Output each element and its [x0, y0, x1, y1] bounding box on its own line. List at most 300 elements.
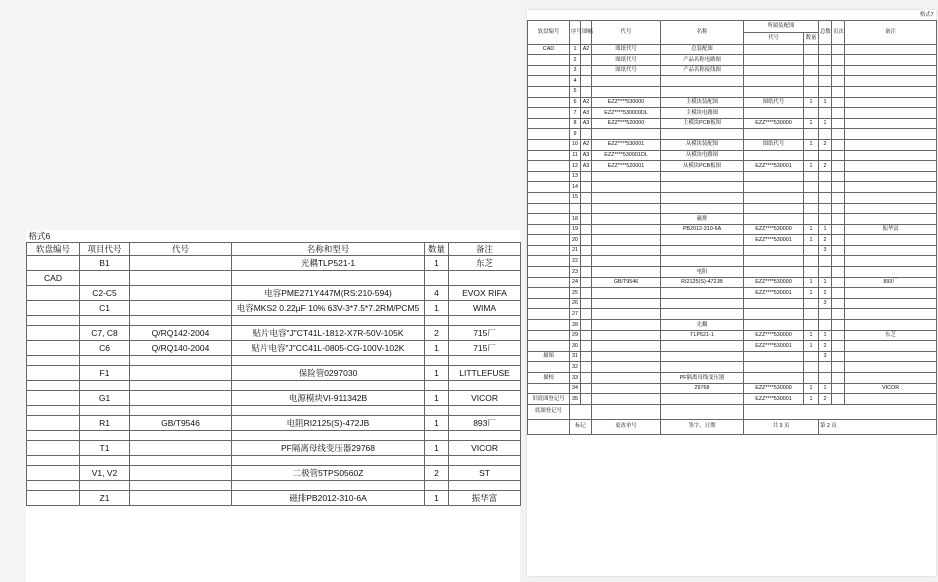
- drawing-cell-seq: 28: [570, 320, 581, 331]
- drawing-cell-acode: [744, 108, 804, 119]
- parts-cell-item: C2-C5: [80, 286, 130, 301]
- drawing-cell-page: [832, 256, 845, 267]
- parts-header-cell: 数量: [425, 243, 449, 256]
- drawing-cell-total: 1: [819, 383, 832, 394]
- parts-cell-qty: [425, 431, 449, 441]
- drawing-cell-seq: 9: [570, 129, 581, 140]
- drawing-cell-page: [832, 182, 845, 193]
- parts-row: [27, 441, 521, 456]
- drawing-cell-note: [845, 394, 937, 405]
- drawing-cell-name: [661, 394, 744, 405]
- drawing-row: [528, 108, 937, 119]
- parts-cell-note: [449, 406, 521, 416]
- drawing-cell-aqty: [804, 171, 819, 182]
- drawing-cell-seq: 4: [570, 76, 581, 87]
- drawing-cell-left: [528, 139, 570, 150]
- right-sheet: [527, 10, 936, 576]
- parts-cell-code: [130, 406, 232, 416]
- drawing-cell-size: [581, 256, 592, 267]
- drawing-cell-name: TLP521-1: [661, 330, 744, 341]
- parts-row: [27, 301, 521, 316]
- drawing-cell-aqty: [804, 150, 819, 161]
- drawing-cell-size: [581, 203, 592, 214]
- drawing-cell-aqty: [804, 267, 819, 278]
- drawing-cell-left: [528, 171, 570, 182]
- parts-cell-name: 贴片电容"J"CC41L-0805-CG-100V-102K: [232, 341, 425, 356]
- drawing-row: [528, 118, 937, 129]
- format-label: 格式6: [28, 231, 51, 241]
- drawing-cell-note: [845, 55, 937, 66]
- drawing-cell-total: 1: [819, 224, 832, 235]
- drawing-cell-seq: 20: [570, 235, 581, 246]
- drawing-cell-page: [832, 97, 845, 108]
- drawing-cell-page: [832, 383, 845, 394]
- parts-row: [27, 491, 521, 506]
- drawing-cell-aqty: [804, 245, 819, 256]
- drawing-cell-aqty: [804, 65, 819, 76]
- drawing-cell-size: A2: [581, 44, 592, 55]
- drawing-cell-aqty: [804, 320, 819, 331]
- drawing-cell-aqty: 1: [804, 224, 819, 235]
- drawing-cell-acode: [744, 86, 804, 97]
- drawing-cell-name: 主模块PCB板图: [661, 118, 744, 129]
- drawing-cell-page: [832, 245, 845, 256]
- drawing-cell-size: [581, 65, 592, 76]
- drawing-cell-size: [581, 182, 592, 193]
- drawing-cell-size: A3: [581, 150, 592, 161]
- drawing-cell-aqty: 1: [804, 118, 819, 129]
- drawing-cell-total: [819, 65, 832, 76]
- drawing-cell-aqty: 1: [804, 235, 819, 246]
- drawing-cell-name: [661, 256, 744, 267]
- drawing-cell-left: [528, 129, 570, 140]
- drawing-cell-note: [845, 351, 937, 362]
- drawing-cell-seq: 30: [570, 341, 581, 352]
- parts-row: [27, 431, 521, 441]
- parts-cell-note: [449, 356, 521, 366]
- drawing-cell-aqty: [804, 129, 819, 140]
- drawing-row: [528, 341, 937, 352]
- drawing-cell-name: [661, 76, 744, 87]
- drawing-cell-note: [845, 150, 937, 161]
- drawing-cell-size: [581, 214, 592, 225]
- parts-cell-note: VICOR: [449, 441, 521, 456]
- drawing-cell-code: [592, 86, 661, 97]
- parts-cell-disk: [27, 406, 80, 416]
- drawing-cell-name: [661, 203, 744, 214]
- parts-cell-name: [232, 271, 425, 286]
- drawing-cell-left: [528, 182, 570, 193]
- drawing-cell-seq: 11: [570, 150, 581, 161]
- drawing-row: [528, 182, 937, 193]
- drawing-cell-code: EZZ****530000DL: [592, 108, 661, 119]
- parts-cell-item: G1: [80, 391, 130, 406]
- drawing-row: [528, 171, 937, 182]
- drawing-cell-note: [845, 129, 937, 140]
- parts-cell-disk: [27, 491, 80, 506]
- drawing-cell-name: PF隔离母线变压器: [661, 373, 744, 384]
- drawing-row: [528, 309, 937, 320]
- drawing-cell-acode: [744, 309, 804, 320]
- drawing-cell-seq: 33: [570, 373, 581, 384]
- drawing-cell-acode: [744, 203, 804, 214]
- drawing-cell-seq: 7: [570, 108, 581, 119]
- drawing-cell-acode: 图纸代号: [744, 139, 804, 150]
- drawing-cell-acode: [744, 298, 804, 309]
- drawing-cell-aqty: 1: [804, 394, 819, 405]
- drawing-cell-code: [592, 203, 661, 214]
- drawing-cell-code: [592, 245, 661, 256]
- drawing-cell-left: [528, 330, 570, 341]
- drawing-cell-note: 893厂: [845, 277, 937, 288]
- drawing-cell-note: [845, 214, 937, 225]
- drawing-cell-total: [819, 373, 832, 384]
- parts-cell-item: Z1: [80, 491, 130, 506]
- parts-cell-note: 东芝: [449, 256, 521, 271]
- drawing-cell-total: 1: [819, 330, 832, 341]
- parts-cell-qty: 1: [425, 441, 449, 456]
- parts-cell-note: [449, 456, 521, 466]
- drawing-cell-left: [528, 298, 570, 309]
- drawing-cell-code: [592, 309, 661, 320]
- footer-mark: 标记: [570, 419, 592, 434]
- drawing-cell-name: 总装配图: [661, 44, 744, 55]
- parts-cell-item: C1: [80, 301, 130, 316]
- parts-cell-disk: [27, 456, 80, 466]
- drawing-row: [528, 267, 937, 278]
- parts-cell-disk: CAD: [27, 271, 80, 286]
- drawing-cell-code: [592, 129, 661, 140]
- drawing-cell-name: 从模块电路图: [661, 150, 744, 161]
- parts-cell-qty: 2: [425, 466, 449, 481]
- drawing-cell-page: [832, 171, 845, 182]
- drawing-cell-name: RI2125(S)-472JB: [661, 277, 744, 288]
- drawing-cell-size: [581, 171, 592, 182]
- parts-cell-disk: [27, 441, 80, 456]
- drawing-cell-seq: 10: [570, 139, 581, 150]
- drawing-cell-note: [845, 97, 937, 108]
- drawing-cell-acode: EZZ****530000: [744, 118, 804, 129]
- drawing-cell-note: [845, 86, 937, 97]
- drawing-cell-left: [528, 341, 570, 352]
- parts-header-cell: 项目代号: [80, 243, 130, 256]
- drawing-cell-acode: [744, 267, 804, 278]
- drawing-cell-aqty: [804, 55, 819, 66]
- parts-cell-item: B1: [80, 256, 130, 271]
- parts-cell-code: Q/RQ142-2004: [130, 326, 232, 341]
- parts-header-cell: 软盘编号: [27, 243, 80, 256]
- drawing-cell-seq: 13: [570, 171, 581, 182]
- drawing-row: [528, 288, 937, 299]
- drawing-cell-acode: [744, 256, 804, 267]
- drawing-cell-seq: 15: [570, 192, 581, 203]
- parts-cell-qty: 2: [425, 326, 449, 341]
- parts-cell-name: 电阻RI2125(S)-472JB: [232, 416, 425, 431]
- drawing-cell-total: [819, 44, 832, 55]
- drawing-cell-page: [832, 161, 845, 172]
- drawing-cell-seq: 27: [570, 309, 581, 320]
- drawing-cell-acode: EZZ****530000: [744, 330, 804, 341]
- parts-row: [27, 316, 521, 326]
- drawing-cell-size: A2: [581, 139, 592, 150]
- parts-cell-code: GB/T9546: [130, 416, 232, 431]
- drawing-cell-note: [845, 256, 937, 267]
- drawing-cell-aqty: 1: [804, 277, 819, 288]
- drawing-cell-aqty: 1: [804, 330, 819, 341]
- drawing-cell-acode: [744, 320, 804, 331]
- drawing-cell-name: [661, 245, 744, 256]
- drawing-cell-note: [845, 139, 937, 150]
- footer-change-no: 更改单号: [592, 419, 661, 434]
- parts-cell-note: EVOX RIFA: [449, 286, 521, 301]
- drawing-cell-total: [819, 192, 832, 203]
- drawing-cell-seq: 14: [570, 182, 581, 193]
- parts-cell-item: [80, 271, 130, 286]
- drawing-cell-code: [592, 214, 661, 225]
- parts-cell-disk: [27, 326, 80, 341]
- parts-row: [27, 271, 521, 286]
- drawing-cell-total: [819, 182, 832, 193]
- parts-row: [27, 466, 521, 481]
- col-assembly: 所属装配图: [744, 20, 819, 32]
- drawing-cell-aqty: [804, 203, 819, 214]
- drawing-cell-code: EZZ****530001: [592, 139, 661, 150]
- drawing-cell-code: [592, 76, 661, 87]
- drawing-cell-left: [528, 76, 570, 87]
- drawing-row: [528, 298, 937, 309]
- drawing-cell-left: 描校: [528, 373, 570, 384]
- drawing-cell-code: EZZ****520001: [592, 161, 661, 172]
- drawing-cell-left: [528, 362, 570, 373]
- parts-cell-disk: [27, 286, 80, 301]
- drawing-cell-left: [528, 288, 570, 299]
- parts-cell-qty: [425, 481, 449, 491]
- drawing-row: [528, 150, 937, 161]
- col-page: 页次: [832, 20, 845, 44]
- parts-cell-note: [449, 381, 521, 391]
- drawing-cell-left: [528, 235, 570, 246]
- drawing-cell-aqty: 1: [804, 341, 819, 352]
- drawing-cell-name: [661, 288, 744, 299]
- parts-cell-qty: [425, 406, 449, 416]
- footer-sign-date: 签字、日期: [661, 419, 744, 434]
- parts-row: [27, 326, 521, 341]
- parts-cell-code: [130, 271, 232, 286]
- parts-row: [27, 391, 521, 406]
- drawing-cell-note: [845, 44, 937, 55]
- drawing-cell-page: [832, 214, 845, 225]
- parts-cell-name: 贴片电容"J"CT41L-1812-X7R-50V-105K: [232, 326, 425, 341]
- drawing-cell-size: A2: [581, 97, 592, 108]
- drawing-cell-seq: 5: [570, 86, 581, 97]
- drawing-cell-name: 从模块PCB板图: [661, 161, 744, 172]
- drawing-cell-code: 图纸代号: [592, 65, 661, 76]
- drawing-cell-seq: 1: [570, 44, 581, 55]
- parts-cell-note: 715厂: [449, 341, 521, 356]
- parts-cell-item: C6: [80, 341, 130, 356]
- drawing-cell-acode: [744, 245, 804, 256]
- drawing-cell-size: A3: [581, 161, 592, 172]
- drawing-cell-aqty: [804, 256, 819, 267]
- drawing-cell-seq: 6: [570, 97, 581, 108]
- drawing-cell-acode: EZZ****530001: [744, 394, 804, 405]
- drawing-cell-left: [528, 214, 570, 225]
- parts-cell-code: [130, 391, 232, 406]
- drawing-cell-acode: [744, 171, 804, 182]
- parts-cell-note: VICOR: [449, 391, 521, 406]
- drawing-cell-code: [592, 182, 661, 193]
- parts-cell-qty: 1: [425, 341, 449, 356]
- drawing-cell-seq: 23: [570, 267, 581, 278]
- drawing-cell-seq: 25: [570, 288, 581, 299]
- drawing-cell-name: 电阻: [661, 267, 744, 278]
- drawing-cell-total: 3: [819, 298, 832, 309]
- drawing-cell-name: 产品名称电路图: [661, 55, 744, 66]
- drawing-cell-name: 从模块装配图: [661, 139, 744, 150]
- drawing-row: [528, 203, 937, 214]
- drawing-cell-page: [832, 298, 845, 309]
- drawing-cell-seq: 32: [570, 362, 581, 373]
- drawing-cell-code: [592, 192, 661, 203]
- parts-cell-qty: 1: [425, 391, 449, 406]
- parts-cell-name: [232, 381, 425, 391]
- drawing-cell-seq: 8: [570, 118, 581, 129]
- drawing-cell-left: [528, 161, 570, 172]
- drawing-cell-seq: 12: [570, 161, 581, 172]
- parts-cell-name: 保险管0297030: [232, 366, 425, 381]
- drawing-cell-name: [661, 86, 744, 97]
- drawing-cell-size: [581, 341, 592, 352]
- drawing-cell-seq: 19: [570, 224, 581, 235]
- drawing-cell-page: [832, 330, 845, 341]
- drawing-cell-page: [832, 65, 845, 76]
- parts-cell-qty: [425, 356, 449, 366]
- drawing-row: [528, 373, 937, 384]
- drawing-cell-left: [528, 203, 570, 214]
- drawing-cell-name: 主模块装配图: [661, 97, 744, 108]
- drawing-cell-code: EZZ****530000: [592, 97, 661, 108]
- drawing-cell-seq: [570, 203, 581, 214]
- drawing-cell-aqty: [804, 298, 819, 309]
- drawing-cell-code: [592, 383, 661, 394]
- parts-cell-item: [80, 356, 130, 366]
- parts-row: [27, 366, 521, 381]
- drawing-cell-page: [832, 224, 845, 235]
- drawing-cell-size: [581, 55, 592, 66]
- drawing-cell-code: EZZ****520000: [592, 118, 661, 129]
- parts-cell-qty: 1: [425, 366, 449, 381]
- drawing-cell-code: 图纸代号: [592, 55, 661, 66]
- parts-cell-qty: [425, 271, 449, 286]
- parts-cell-note: 715厂: [449, 326, 521, 341]
- drawing-cell-code: GB/T9546: [592, 277, 661, 288]
- drawing-cell-name: [661, 171, 744, 182]
- parts-header-cell: 代号: [130, 243, 232, 256]
- drawing-cell-acode: [744, 192, 804, 203]
- drawing-cell-size: [581, 129, 592, 140]
- drawing-cell-note: [845, 373, 937, 384]
- drawing-row: [528, 86, 937, 97]
- parts-cell-code: [130, 491, 232, 506]
- drawing-cell-size: [581, 330, 592, 341]
- parts-cell-qty: [425, 456, 449, 466]
- format-label-right: 格式7: [919, 11, 934, 18]
- drawing-row: [528, 55, 937, 66]
- drawing-row: [528, 235, 937, 246]
- drawing-cell-size: [581, 362, 592, 373]
- drawing-cell-left: [528, 256, 570, 267]
- drawing-cell-seq: 26: [570, 298, 581, 309]
- drawing-cell-left: 旧底图登记号: [528, 394, 570, 405]
- drawing-cell-page: [832, 341, 845, 352]
- drawing-cell-total: [819, 55, 832, 66]
- parts-cell-note: 振华富: [449, 491, 521, 506]
- drawing-row: [528, 394, 937, 405]
- drawing-cell-aqty: [804, 309, 819, 320]
- drawing-cell-page: [832, 288, 845, 299]
- drawing-row: [528, 214, 937, 225]
- drawing-cell-page: [832, 108, 845, 119]
- drawing-cell-size: [581, 373, 592, 384]
- parts-cell-code: [130, 441, 232, 456]
- drawing-cell-left: [528, 97, 570, 108]
- parts-cell-note: WIMA: [449, 301, 521, 316]
- parts-cell-name: [232, 481, 425, 491]
- drawing-cell-acode: [744, 150, 804, 161]
- drawing-cell-total: [819, 76, 832, 87]
- drawing-cell-size: [581, 224, 592, 235]
- drawing-cell-page: [832, 362, 845, 373]
- drawing-cell-total: 2: [819, 341, 832, 352]
- parts-cell-code: [130, 301, 232, 316]
- drawing-cell-note: [845, 341, 937, 352]
- drawing-cell-page: [832, 235, 845, 246]
- parts-row: [27, 481, 521, 491]
- drawing-row: [528, 44, 937, 55]
- drawing-cell-acode: EZZ****530001: [744, 341, 804, 352]
- parts-cell-item: V1, V2: [80, 466, 130, 481]
- parts-cell-disk: [27, 381, 80, 391]
- drawing-cell-code: [592, 341, 661, 352]
- drawing-cell-code: [592, 351, 661, 362]
- drawing-cell-acode: [744, 214, 804, 225]
- drawing-cell-aqty: [804, 76, 819, 87]
- drawing-cell-name: 29768: [661, 383, 744, 394]
- parts-list-header: [27, 243, 521, 256]
- drawing-cell-total: 2: [819, 288, 832, 299]
- drawing-cell-size: [581, 288, 592, 299]
- drawing-cell-size: [581, 86, 592, 97]
- drawing-cell-left: [528, 55, 570, 66]
- parts-cell-name: 二极管5TPS0560Z: [232, 466, 425, 481]
- drawing-cell-code: [592, 298, 661, 309]
- parts-row: [27, 416, 521, 431]
- drawing-cell-size: [581, 277, 592, 288]
- drawing-cell-acode: EZZ****530001: [744, 288, 804, 299]
- parts-cell-code: [130, 381, 232, 391]
- parts-cell-item: R1: [80, 416, 130, 431]
- parts-cell-note: [449, 431, 521, 441]
- drawing-cell-total: [819, 150, 832, 161]
- parts-row: [27, 286, 521, 301]
- drawing-cell-aqty: [804, 362, 819, 373]
- drawing-cell-name: [661, 298, 744, 309]
- drawing-cell-total: 3: [819, 351, 832, 362]
- drawing-cell-left: [528, 277, 570, 288]
- parts-cell-disk: [27, 431, 80, 441]
- drawing-cell-aqty: [804, 373, 819, 384]
- drawing-cell-note: [845, 76, 937, 87]
